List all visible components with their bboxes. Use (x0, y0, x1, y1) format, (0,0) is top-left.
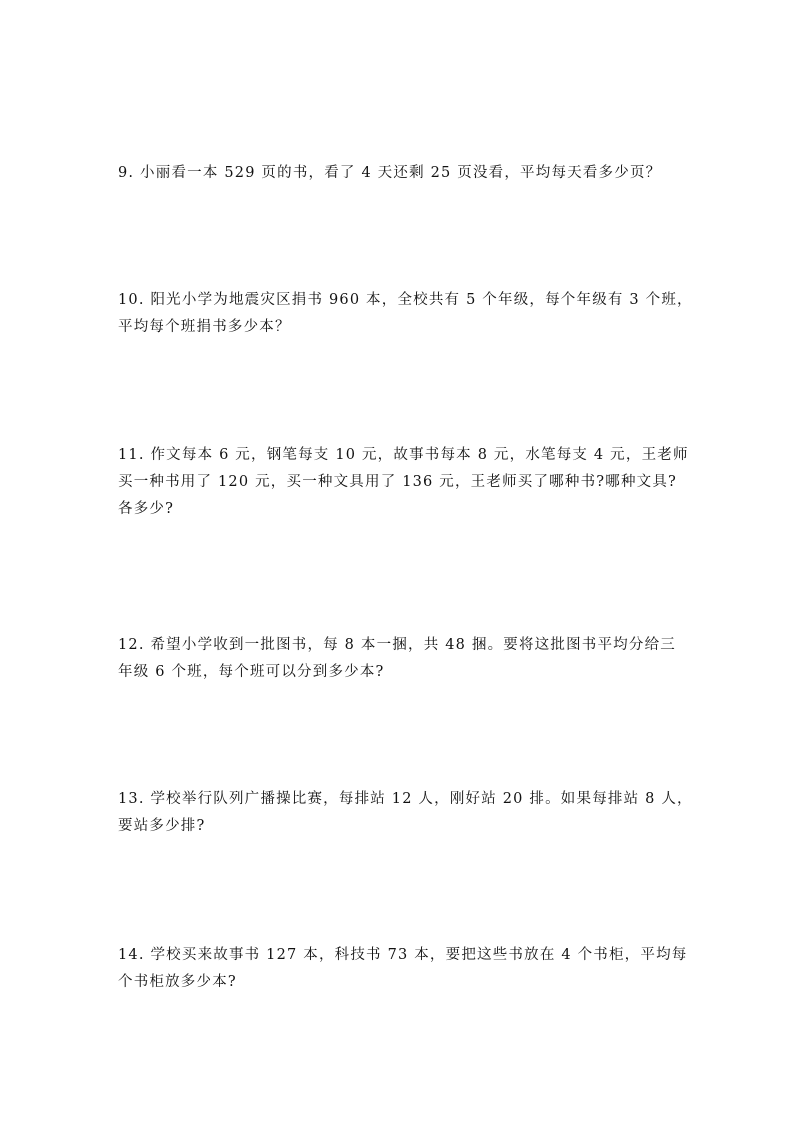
problem-14-line-2: 个书柜放多少本? (118, 974, 237, 990)
problem-9 (118, 160, 678, 187)
problem-13 (118, 786, 693, 840)
problem-11-line-3: 各多少? (118, 501, 175, 517)
problem-10-line-1: 10. 阳光小学为地震灾区捐书 960 本，全校共有 5 个年级，每个年级有 3 个班， (118, 292, 693, 308)
problem-10-line-2: 平均每个班捐书多少本？ (118, 319, 291, 335)
problem-11-line-1: 11. 作文每本 6 元，钢笔每支 10 元，故事书每本 8 元，水笔每支 4 元，王老师 (118, 447, 689, 463)
problem-11-line-2: 买一种书用了 120 元，买一种文具用了 136 元，王老师买了哪种书?哪种文具? (118, 474, 678, 490)
problem-13-line-2: 要站多少排? (118, 818, 206, 834)
problem-11 (118, 442, 689, 523)
problem-14-line-1: 14. 学校买来故事书 127 本，科技书 73 本，要把这些书放在 4 个书柜，平均每 (118, 947, 688, 963)
problem-10 (118, 287, 693, 341)
problem-12-line-1: 12. 希望小学收到一批图书，每 8 本一捆，共 48 捆。要将这批图书平均分给三 (118, 637, 676, 653)
problem-12-line-2: 年级 6 个班，每个班可以分到多少本? (118, 664, 385, 680)
problem-13-line-1: 13. 学校举行队列广播操比赛，每排站 12 人，刚好站 20 排。如果每排站 8 人， (118, 791, 693, 807)
problem-9-line-1: 9. 小丽看一本 529 页的书，看了 4 天还剩 25 页没看，平均每天看多少页？ (118, 165, 662, 181)
problem-14 (118, 942, 688, 996)
problem-12 (118, 632, 678, 686)
